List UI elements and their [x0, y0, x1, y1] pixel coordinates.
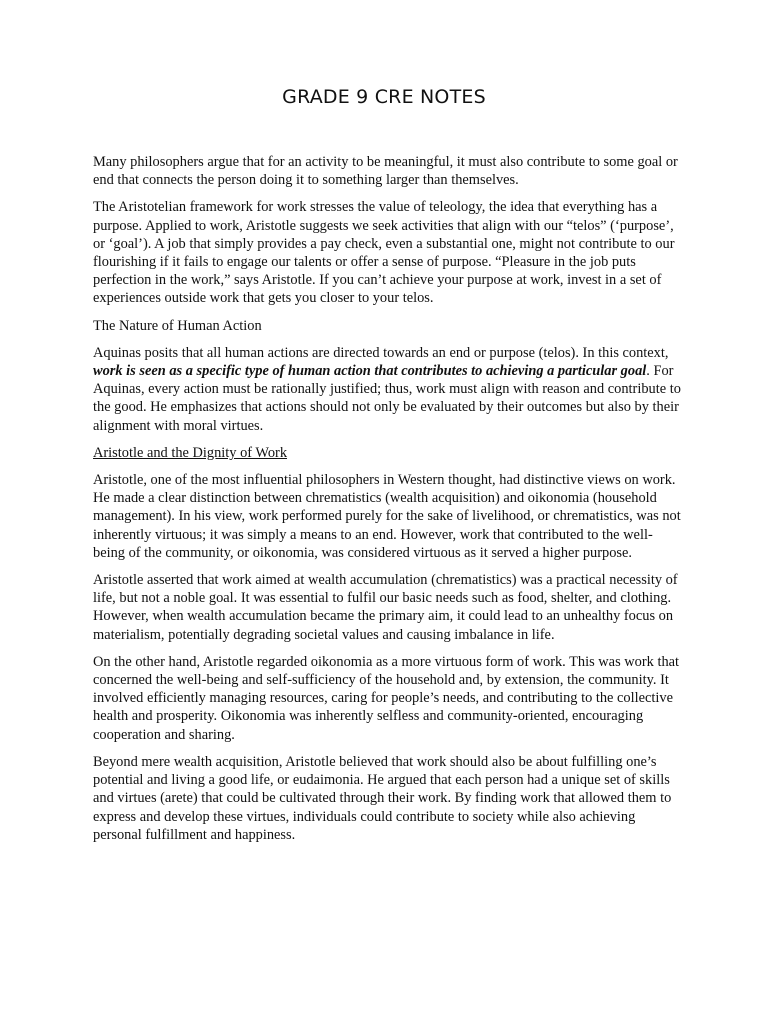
heading-nature-of-human-action: The Nature of Human Action — [93, 317, 262, 334]
aquinas-emphasis: work is seen as a specific type of human action that contributes to achieving a particular goal — [93, 363, 647, 380]
paragraph-eudaimonia: Beyond mere wealth acquisition, Aristotle believed that work should also be about fulfilling one’s potential and living a good life, or eudaimonia. He argued that each person had a unique set of skills and virtues (arete) that could be cultivated through their work. By finding work that allowed them to express and develop these virtues, individuals could contribute to society while also achieving personal fulfillment and happiness. — [93, 753, 672, 843]
aquinas-text-end: . For Aquinas, every action must be rationally justified; thus, work must align with reason and contribute to the good. He emphasizes that actions should not only be evaluated by their outcomes but also by their alignment with moral virtues. — [93, 363, 681, 434]
paragraph-oikonomia-virtuous: On the other hand, Aristotle regarded oikonomia as a more virtuous form of work. This was work that concerned the well-being and self-sufficiency of the household and, by extension, the community. It involved efficiently managing resources, caring for people’s needs, and contributing to the collective health and prosperity. Oikonomia was inherently selfless and community-oriented, encouraging cooperation and sharing. — [93, 653, 680, 743]
heading-aristotle-dignity-of-work-text: Aristotle and the Dignity of Work — [93, 444, 288, 461]
document-body — [93, 153, 681, 853]
heading-aristotle-dignity-of-work — [93, 444, 681, 462]
paragraph-aristotelian-framework: The Aristotelian framework for work stresses the value of teleology, the idea that everything has a purpose. Applied to work, Aristotle suggests we seek activities that align with our “telos” (‘purpose’, or ‘goal’). A job that simply provides a pay check, even a substantial one, might not contribute to our flourishing if it fails to engage our talents or offer a sense of purpose. “Pleasure in the job puts perfection in the work,” says Aristotle. If you can’t achieve your purpose at work, invest in a set of experiences outside work that gets you closer to your telos. — [93, 199, 675, 307]
aquinas-text-start: Aquinas posits that all human actions are directed towards an end or purpose (telos). In this context, — [93, 344, 669, 361]
paragraph-aquinas — [93, 344, 681, 435]
paragraph-chrematistics-oikonomia: Aristotle, one of the most influential philosophers in Western thought, had distinctive views on work. He made a clear distinction between chrematistics (wealth acquisition) and oikonomia (household management). In his view, work performed purely for the sake of livelihood, or chrematistics, was not inherently virtuous; it was simply a means to an end. However, work that contributed to the well-being of the community, or oikonomia, was considered virtuous as it served a higher purpose. — [93, 472, 681, 561]
paragraph-intro: Many philosophers argue that for an activity to be meaningful, it must also contribute to some goal or end that connects the person doing it to something larger than themselves. — [93, 154, 678, 189]
paragraph-wealth-accumulation: Aristotle asserted that work aimed at wealth accumulation (chrematistics) was a practical necessity of life, but not a noble goal. It was essential to fulfil our basic needs such as food, shelter, and clothing. However, when wealth accumulation became the primary aim, it could lead to an unhealthy focus on materialism, potentially degrading societal values and causing imbalance in life. — [93, 572, 678, 643]
page-title: GRADE 9 CRE NOTES — [282, 86, 486, 108]
